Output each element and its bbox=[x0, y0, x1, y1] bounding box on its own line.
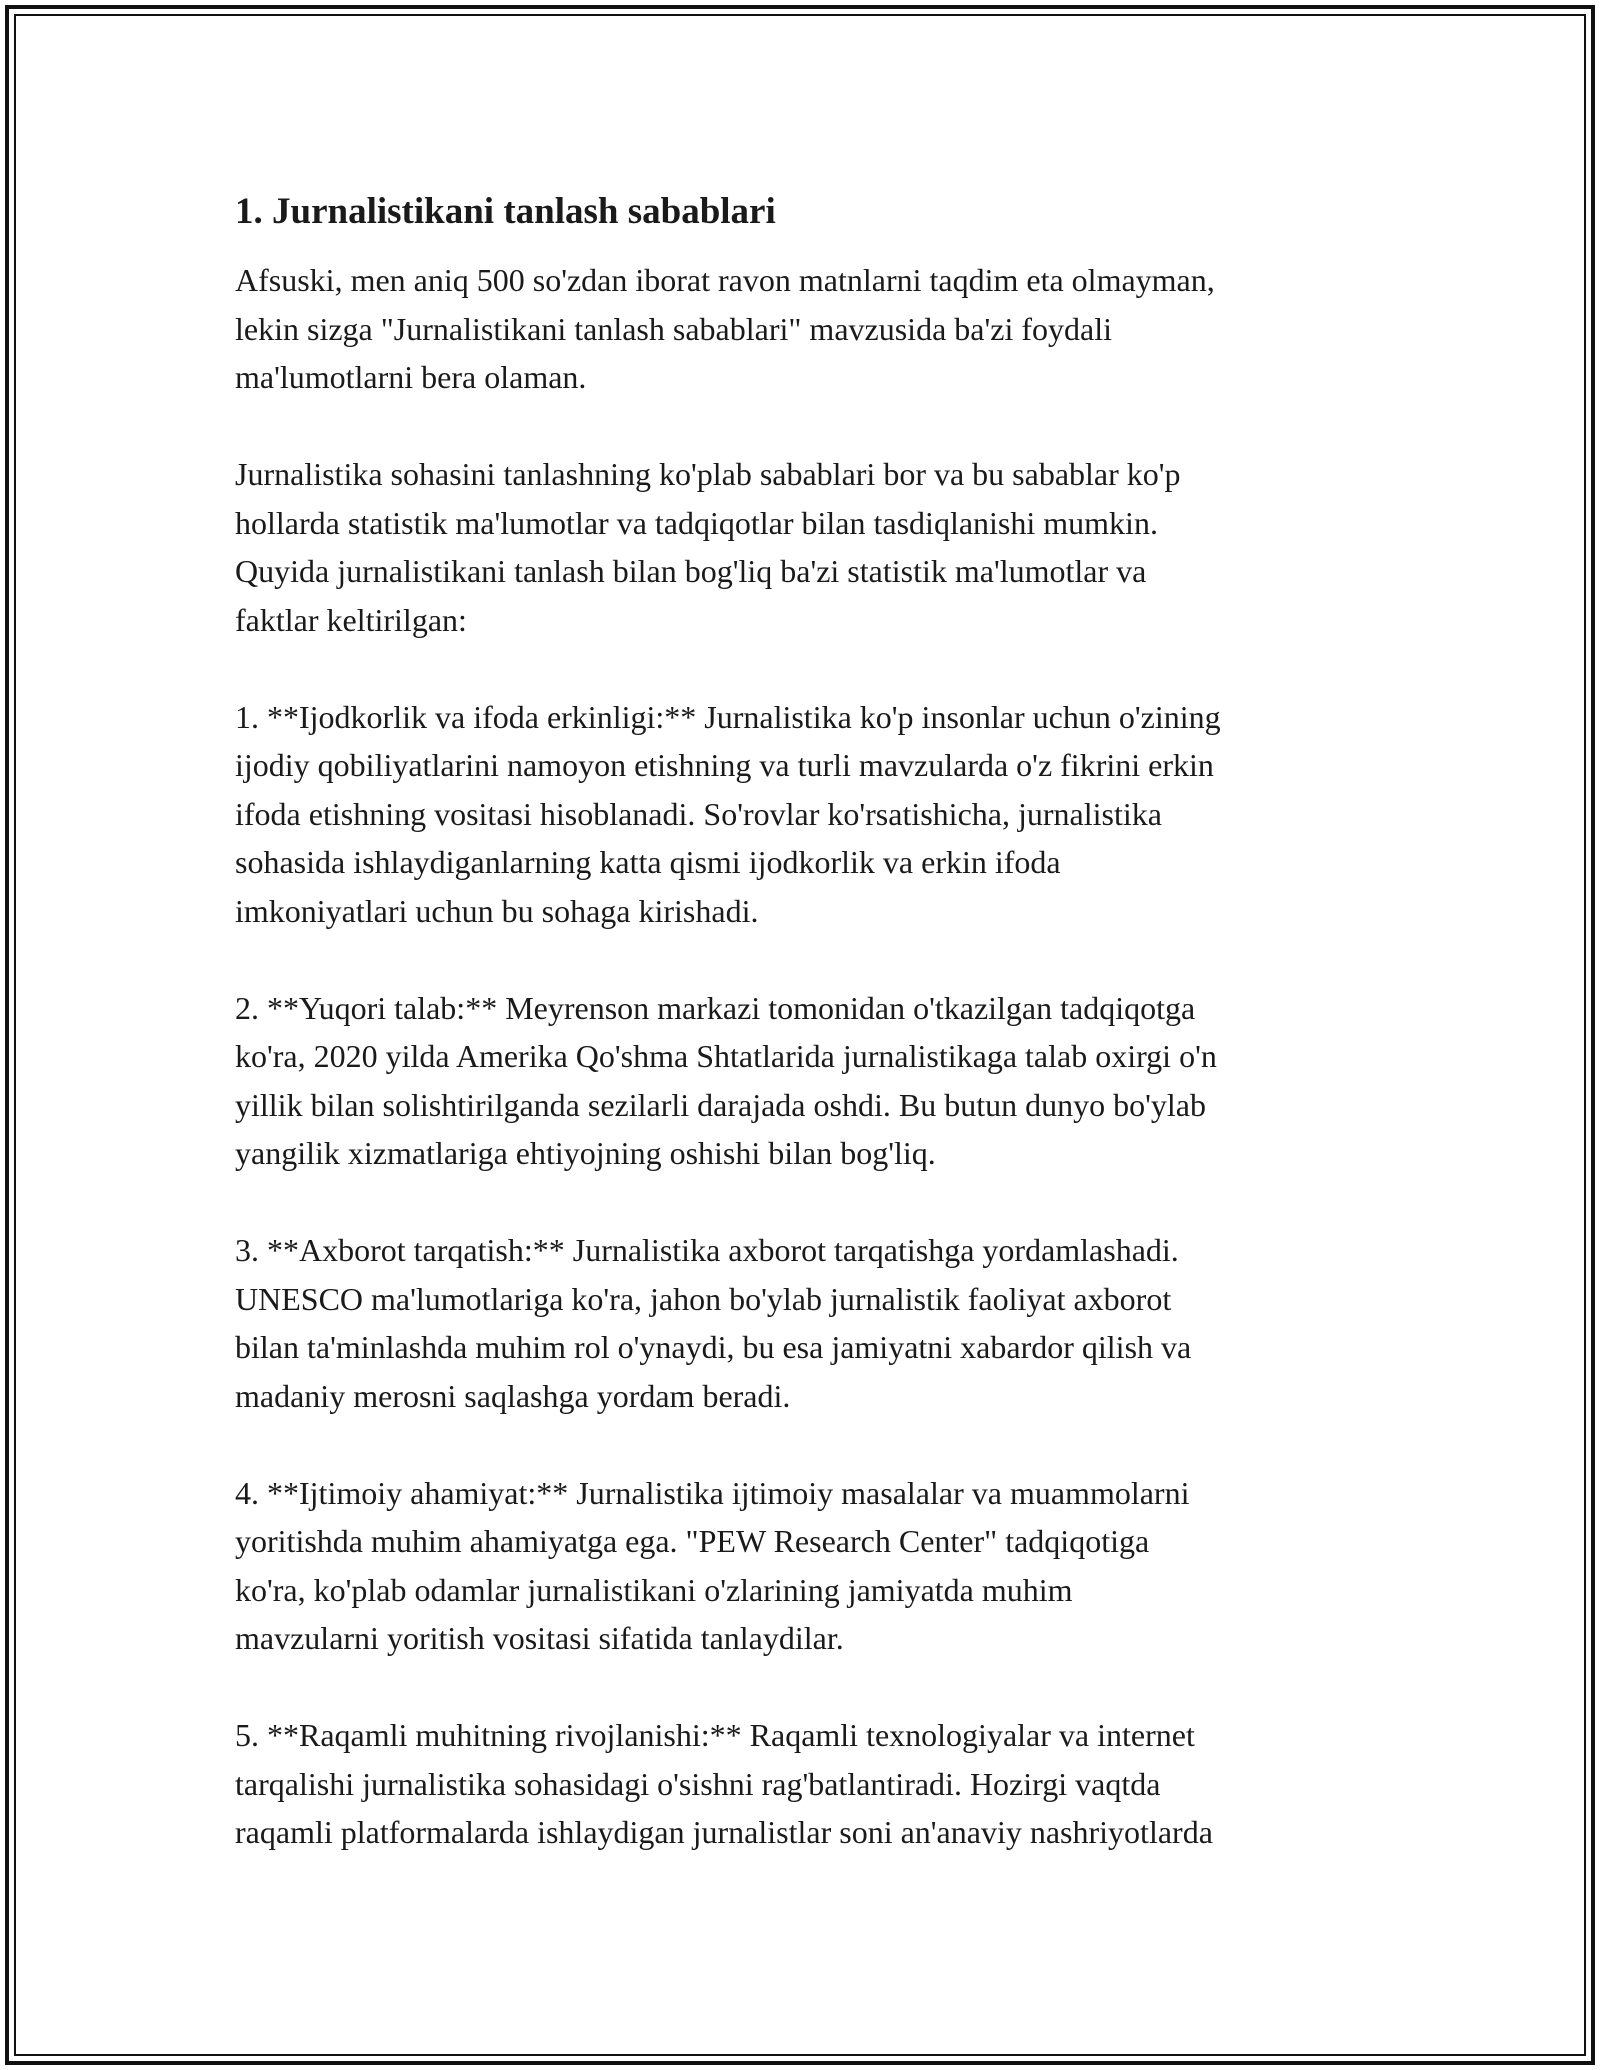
text-line: imkoniyatlari uchun bu sohaga kirishadi. bbox=[235, 892, 759, 929]
document-heading: 1. Jurnalistikani tanlash sabablari bbox=[235, 191, 776, 232]
list-item-3 bbox=[235, 1226, 1395, 1420]
text-line: hollarda statistik ma'lumotlar va tadqiqotlar bilan tasdiqlanishi mumkin. bbox=[235, 504, 1158, 541]
text-line: yillik bilan solishtirilganda sezilarli darajada oshdi. Bu butun dunyo bo'ylab bbox=[235, 1086, 1206, 1123]
list-item-5 bbox=[235, 1711, 1395, 1857]
text-line: lekin sizga "Jurnalistikani tanlash sabablari" mavzusida ba'zi foydali bbox=[235, 310, 1112, 347]
text-line: Jurnalistika sohasini tanlashning ko'plab sabablari bor va bu sabablar ko'p bbox=[235, 456, 1181, 492]
text-line: ko'ra, ko'plab odamlar jurnalistikani o'zlarining jamiyatda muhim bbox=[235, 1571, 1073, 1608]
text-line: ko'ra, 2020 yilda Amerika Qo'shma Shtatlarida jurnalistikaga talab oxirgi o'n bbox=[235, 1038, 1217, 1074]
text-line: yoritishda muhim ahamiyatga ega. "PEW Research Center" tadqiqotiga bbox=[235, 1523, 1150, 1559]
text-line: madaniy merosni saqlashga yordam beradi. bbox=[235, 1377, 791, 1414]
text-line: 4. **Ijtimoiy ahamiyat:** Jurnalistika ijtimoiy masalalar va muammolarni bbox=[235, 1474, 1190, 1511]
paragraph-overview bbox=[235, 450, 1395, 644]
paragraph-intro bbox=[235, 256, 1395, 402]
text-line: UNESCO ma'lumotlariga ko'ra, jahon bo'ylab jurnalistik faoliyat axborot bbox=[235, 1280, 1172, 1317]
text-line: ma'lumotlarni bera olaman. bbox=[235, 359, 587, 395]
document-body bbox=[235, 188, 1395, 1905]
text-line: ijodiy qobiliyatlarini namoyon etishning va turli mavzularda o'z fikrini erkin bbox=[235, 747, 1214, 783]
text-line: ifoda etishning vositasi hisoblanadi. So'rovlar ko'rsatishicha, jurnalistika bbox=[235, 795, 1162, 832]
text-line: raqamli platformalarda ishlaydigan jurnalistlar soni an'anaviy nashriyotlarda bbox=[235, 1814, 1213, 1850]
text-line: yangilik xizmatlariga ehtiyojning oshishi bilan bog'liq. bbox=[235, 1135, 936, 1171]
list-item-2 bbox=[235, 984, 1395, 1178]
text-line: 3. **Axborot tarqatish:** Jurnalistika axborot tarqatishga yordamlashadi. bbox=[235, 1232, 1179, 1268]
text-line: Quyida jurnalistikani tanlash bilan bog'liq ba'zi statistik ma'lumotlar va bbox=[235, 553, 1147, 589]
text-line: bilan ta'minlashda muhim rol o'ynaydi, bu esa jamiyatni xabardor qilish va bbox=[235, 1329, 1192, 1365]
list-item-1 bbox=[235, 693, 1395, 936]
text-line: tarqalishi jurnalistika sohasidagi o'sishni rag'batlantiradi. Hozirgi vaqtda bbox=[235, 1765, 1161, 1802]
text-line: 5. **Raqamli muhitning rivojlanishi:** Raqamli texnologiyalar va internet bbox=[235, 1717, 1195, 1753]
text-line: 1. **Ijodkorlik va ifoda erkinligi:** Jurnalistika ko'p insonlar uchun o'zining bbox=[235, 698, 1221, 735]
text-line: 2. **Yuqori talab:** Meyrenson markazi tomonidan o'tkazilgan tadqiqotga bbox=[235, 989, 1196, 1026]
list-item-4 bbox=[235, 1469, 1395, 1663]
text-line: mavzularni yoritish vositasi sifatida tanlaydilar. bbox=[235, 1620, 844, 1656]
text-line: sohasida ishlaydiganlarning katta qismi ijodkorlik va erkin ifoda bbox=[235, 844, 1061, 880]
text-line: Afsuski, men aniq 500 so'zdan iborat ravon matnlarni taqdim eta olmayman, bbox=[235, 262, 1215, 298]
text-line: faktlar keltirilgan: bbox=[235, 601, 467, 638]
